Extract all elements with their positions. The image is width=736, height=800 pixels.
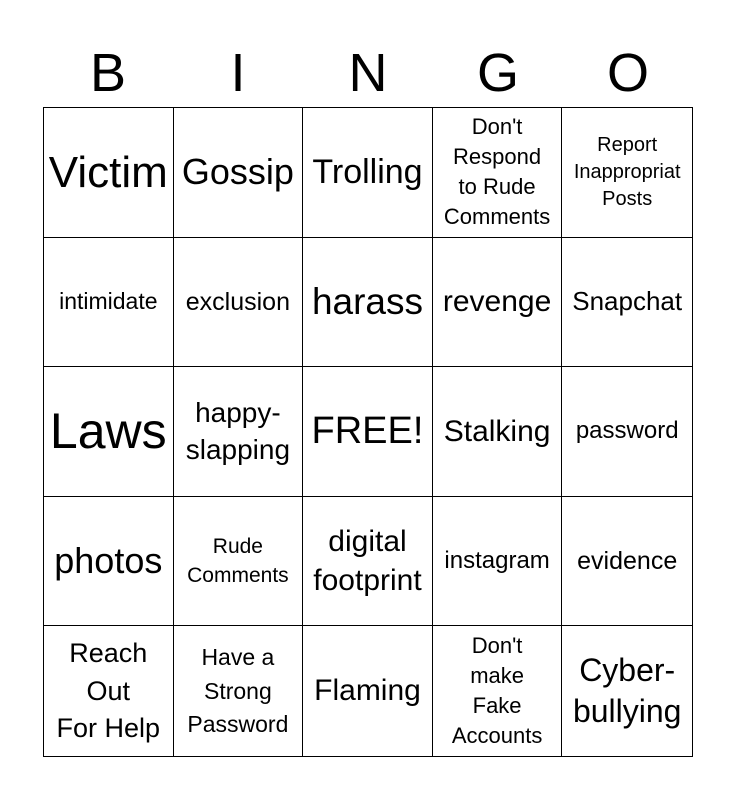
bingo-cell-cyberbullying[interactable] [562, 626, 692, 756]
bingo-cell-text: digital footprint [313, 524, 422, 598]
bingo-cell-snapchat[interactable] [562, 238, 692, 368]
bingo-cell-text: revenge [442, 285, 552, 319]
bingo-cell-text: intimidate [59, 288, 158, 315]
bingo-cell-text: Gossip [181, 151, 294, 193]
header-letter-i: I [230, 43, 246, 103]
bingo-cell-harass[interactable] [303, 238, 433, 368]
bingo-cell-strong-password[interactable] [174, 626, 304, 756]
bingo-cell-flaming[interactable] [303, 626, 433, 756]
bingo-cell-evidence[interactable] [562, 497, 692, 627]
bingo-header [43, 40, 693, 106]
bingo-board [43, 107, 693, 757]
bingo-cell-text: Snapchat [572, 286, 683, 317]
bingo-cell-gossip[interactable] [174, 108, 304, 238]
header-letter-g: G [476, 43, 519, 103]
bingo-cell-text: exclusion [185, 287, 290, 316]
bingo-cell-text: Cyber- bullying [572, 651, 682, 730]
bingo-cell-text: Reach Out For Help [56, 638, 161, 743]
bingo-cell-photos[interactable] [44, 497, 174, 627]
bingo-cell-text: Flaming [314, 674, 421, 708]
header-letter-o: O [606, 43, 649, 103]
bingo-cell-stalking[interactable] [433, 367, 563, 497]
bingo-cell-report-posts[interactable] [562, 108, 692, 238]
header-letter-n: N [348, 43, 388, 103]
bingo-cell-instagram[interactable] [433, 497, 563, 627]
bingo-cell-fake-accounts[interactable] [433, 626, 563, 756]
bingo-cell-text: harass [311, 281, 424, 323]
bingo-cell-reach-out[interactable] [44, 626, 174, 756]
bingo-cell-text: password [575, 417, 679, 445]
bingo-cell-password[interactable] [562, 367, 692, 497]
bingo-cell-dont-respond[interactable] [433, 108, 563, 238]
bingo-cell-text: happy- slapping [185, 396, 291, 466]
bingo-cell-text: photos [54, 539, 163, 581]
bingo-cell-text: Trolling [312, 153, 423, 192]
header-letter-b: B [89, 43, 127, 103]
bingo-cell-exclusion[interactable] [174, 238, 304, 368]
bingo-cell-intimidate[interactable] [44, 238, 174, 368]
bingo-cell-laws[interactable] [44, 367, 174, 497]
bingo-cell-victim[interactable] [44, 108, 174, 238]
bingo-cell-trolling[interactable] [303, 108, 433, 238]
bingo-cell-free[interactable] [303, 367, 433, 497]
bingo-cell-happy-slapping[interactable] [174, 367, 304, 497]
bingo-cell-text: Victim [48, 147, 168, 197]
bingo-cell-text: evidence [577, 547, 678, 576]
bingo-cell-text: instagram [444, 546, 550, 574]
bingo-cell-text: Laws [49, 403, 167, 460]
bingo-cell-revenge[interactable] [433, 238, 563, 368]
bingo-cell-text: FREE! [311, 410, 424, 453]
bingo-cell-text: Don't make Fake Accounts [451, 633, 543, 749]
bingo-cell-digital-footprint[interactable] [303, 497, 433, 627]
bingo-cell-text: Rude Comments [187, 534, 289, 588]
bingo-cell-text: Stalking [443, 414, 551, 448]
bingo-cell-text: Report Inappropriat Posts [573, 133, 681, 210]
bingo-cell-text: Have a Strong Password [187, 644, 289, 737]
bingo-cell-rude-comments[interactable] [174, 497, 304, 627]
bingo-cell-text: Don't Respond to Rude Comments [443, 114, 551, 230]
